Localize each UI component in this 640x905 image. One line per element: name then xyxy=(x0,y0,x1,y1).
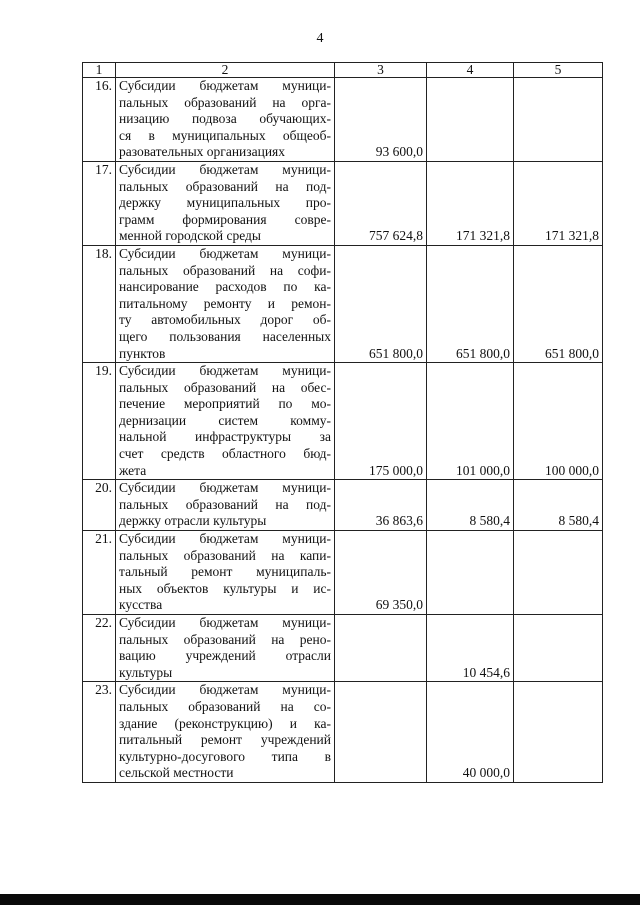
description-line: пальных образований на обес- xyxy=(119,379,331,395)
amount-col3: 651 800,0 xyxy=(335,245,427,362)
row-number: 19. xyxy=(83,363,116,480)
amount-col4 xyxy=(427,78,514,162)
table-row xyxy=(83,682,603,783)
amount-col5: 8 580,4 xyxy=(514,480,603,531)
row-description xyxy=(116,161,335,245)
row-description xyxy=(116,78,335,162)
page-number: 4 xyxy=(316,31,324,46)
table-header-row xyxy=(83,63,603,78)
description-line: пальных образований на со- xyxy=(119,698,331,714)
description-line: пунктов xyxy=(119,345,166,361)
amount-col5: 100 000,0 xyxy=(514,363,603,480)
amount-col3: 175 000,0 xyxy=(335,363,427,480)
amount-col4: 651 800,0 xyxy=(427,245,514,362)
table-row xyxy=(83,245,603,362)
amount-col5 xyxy=(514,78,603,162)
description-line: низацию подвоза обучающих- xyxy=(119,111,331,127)
column-header-2: 2 xyxy=(116,63,335,78)
description-line: нальной инфраструктуры за xyxy=(119,429,331,445)
description-line: пальных образований на под- xyxy=(119,496,331,512)
table-row xyxy=(83,480,603,531)
row-number: 23. xyxy=(83,682,116,783)
description-line: пальных образований на софи- xyxy=(119,262,331,278)
amount-col4: 101 000,0 xyxy=(427,363,514,480)
amount-col3: 757 624,8 xyxy=(335,161,427,245)
subsidies-table xyxy=(82,62,603,783)
table-row xyxy=(83,531,603,615)
description-line: держку отрасли культуры xyxy=(119,513,267,529)
amount-col4: 171 321,8 xyxy=(427,161,514,245)
table-row xyxy=(83,161,603,245)
description-line: Субсидии бюджетам муници- xyxy=(119,682,331,698)
description-line: ных объектов культуры и ис- xyxy=(119,580,331,596)
description-line: пальных образований на под- xyxy=(119,178,331,194)
amount-col3 xyxy=(335,682,427,783)
description-line: Субсидии бюджетам муници- xyxy=(119,531,331,547)
description-line: Субсидии бюджетам муници- xyxy=(119,78,331,93)
column-header-5: 5 xyxy=(514,63,603,78)
amount-col5 xyxy=(514,531,603,615)
row-number: 20. xyxy=(83,480,116,531)
row-number: 22. xyxy=(83,615,116,682)
description-line: Субсидии бюджетам муници- xyxy=(119,161,331,177)
description-line: щего пользования населенных xyxy=(119,328,331,344)
row-description xyxy=(116,615,335,682)
row-description xyxy=(116,363,335,480)
row-description xyxy=(116,531,335,615)
amount-col5 xyxy=(514,682,603,783)
description-line: питальный ремонт учреждений xyxy=(119,732,331,748)
column-header-4: 4 xyxy=(427,63,514,78)
table-row xyxy=(83,363,603,480)
row-number: 18. xyxy=(83,245,116,362)
row-description xyxy=(116,480,335,531)
amount-col3: 93 600,0 xyxy=(335,78,427,162)
row-description xyxy=(116,682,335,783)
scan-edge xyxy=(0,894,640,905)
description-line: сельской местности xyxy=(119,765,234,781)
row-description xyxy=(116,245,335,362)
amount-col5: 171 321,8 xyxy=(514,161,603,245)
amount-col3 xyxy=(335,615,427,682)
description-line: ся в муниципальных общеоб- xyxy=(119,127,331,143)
description-line: разовательных организациях xyxy=(119,144,286,160)
column-header-3: 3 xyxy=(335,63,427,78)
description-line: нансирование расходов по ка- xyxy=(119,279,331,295)
description-line: пальных образований на орга- xyxy=(119,94,331,110)
description-line: культурно-досугового типа в xyxy=(119,748,331,764)
amount-col4: 40 000,0 xyxy=(427,682,514,783)
row-number: 21. xyxy=(83,531,116,615)
description-line: тальный ремонт муниципаль- xyxy=(119,564,331,580)
description-line: вацию учреждений отрасли xyxy=(119,648,331,664)
amount-col3: 69 350,0 xyxy=(335,531,427,615)
amount-col4: 10 454,6 xyxy=(427,615,514,682)
row-number: 16. xyxy=(83,78,116,162)
column-header-1: 1 xyxy=(83,63,116,78)
description-line: Субсидии бюджетам муници- xyxy=(119,245,331,261)
description-line: культуры xyxy=(119,664,173,680)
description-line: печение мероприятий по мо- xyxy=(119,396,331,412)
description-line: грамм формирования совре- xyxy=(119,211,331,227)
table-row xyxy=(83,615,603,682)
description-line: ту автомобильных дорог об- xyxy=(119,312,331,328)
amount-col3: 36 863,6 xyxy=(335,480,427,531)
description-line: держку муниципальных про- xyxy=(119,195,331,211)
description-line: кусства xyxy=(119,597,163,613)
description-line: здание (реконструкцию) и ка- xyxy=(119,715,331,731)
description-line: счет средств областного бюд- xyxy=(119,446,331,462)
description-line: менной городской среды xyxy=(119,228,261,244)
description-line: пальных образований на рено- xyxy=(119,631,331,647)
description-line: Субсидии бюджетам муници- xyxy=(119,615,331,630)
description-line: Субсидии бюджетам муници- xyxy=(119,480,331,496)
description-line: жета xyxy=(119,462,147,478)
description-line: питальному ремонту и ремон- xyxy=(119,295,331,311)
description-line: дернизации систем комму- xyxy=(119,412,331,428)
table-row xyxy=(83,78,603,162)
amount-col4 xyxy=(427,531,514,615)
amount-col4: 8 580,4 xyxy=(427,480,514,531)
amount-col5 xyxy=(514,615,603,682)
row-number: 17. xyxy=(83,161,116,245)
description-line: Субсидии бюджетам муници- xyxy=(119,363,331,379)
amount-col5: 651 800,0 xyxy=(514,245,603,362)
description-line: пальных образований на капи- xyxy=(119,547,331,563)
